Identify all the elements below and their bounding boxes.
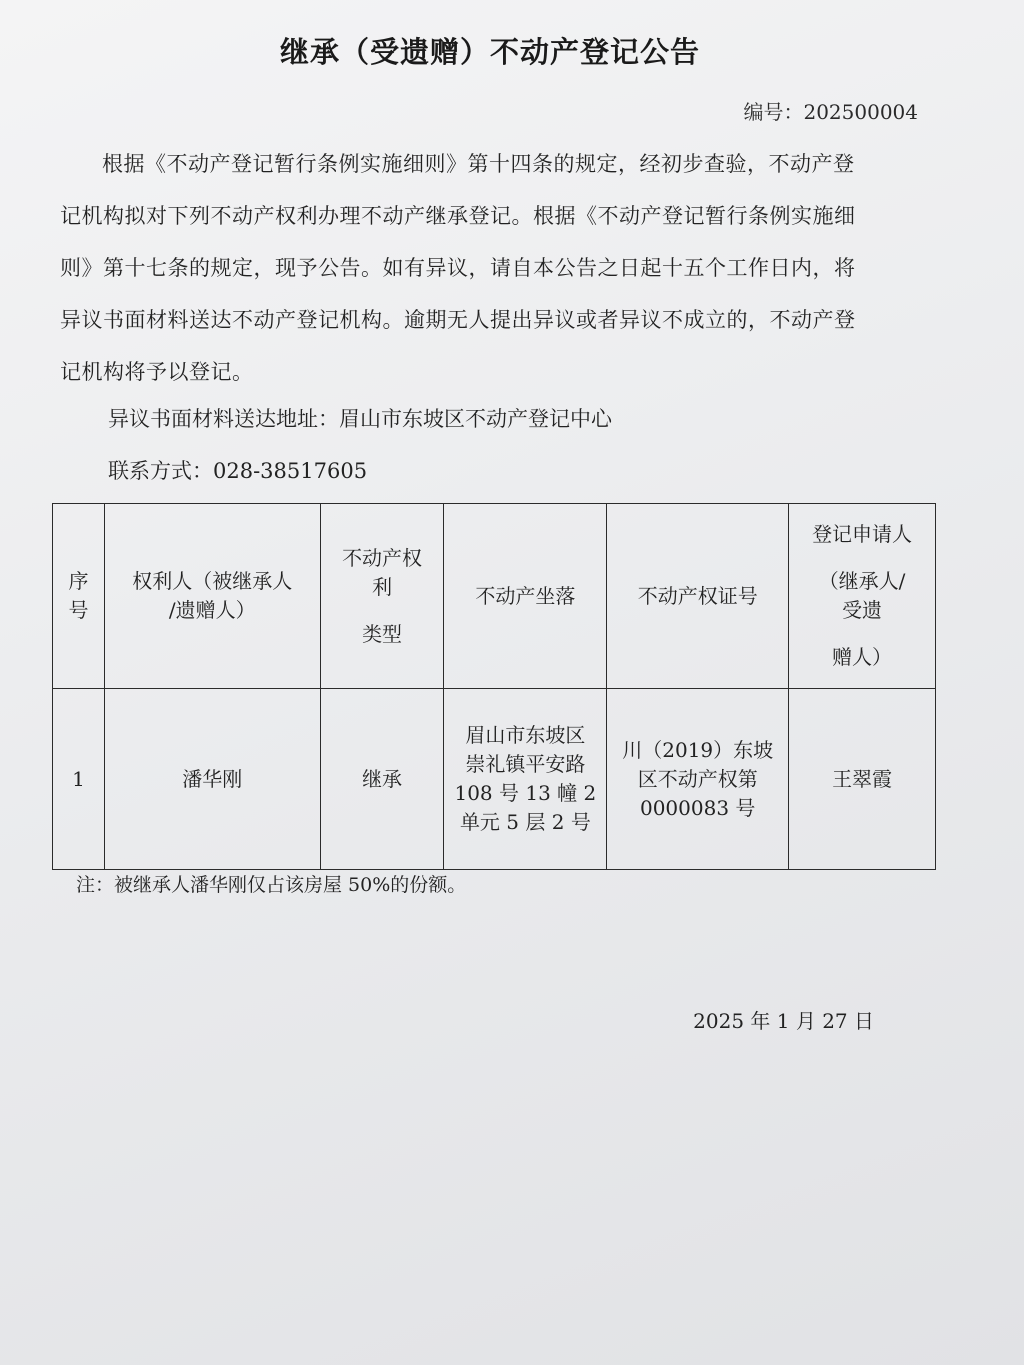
document-title: 继承（受遗赠）不动产登记公告 [279,35,700,69]
header-certificate: 不动产权证号 [607,504,789,689]
location-line1: 眉山市东坡区 [465,723,586,747]
document-number-label: 编号： [743,100,804,124]
header-seq-line2: 号 [68,598,89,622]
location-line2: 崇礼镇平安路 [465,752,586,776]
document-number-value: 202500004 [803,100,918,124]
cell-seq: 1 [53,689,105,870]
certificate-line2: 区不动产权第 [637,766,758,791]
header-right-type-line2: 利 [372,574,393,599]
location-line3: 108 号 13 幢 2 [454,781,597,805]
header-holder-line2: /遗赠人） [168,598,256,622]
header-holder [104,504,320,689]
cell-holder: 潘华刚 [104,689,320,870]
header-applicant-line3: 受遗 [842,598,883,622]
contact-value: 028-38517605 [213,459,368,483]
header-right-type-line3: 类型 [362,621,403,646]
notice-body: 根据《不动产登记暂行条例实施细则》第十四条的规定，经初步查验，不动产登记机构拟对下列不动产权利办理不动产继承登记。根据《不动产登记暂行条例实施细则》第十七条的规定，现予公告。如有异议，请自本公告之日起十五个工作日内，将异议书面材料送达不动产登记机构。逾期无人提出异议或者异议不成立的，不动产登记机构将予以登记。 [60,152,856,384]
location-line4: 单元 5 层 2 号 [459,810,591,834]
cell-applicant: 王翠霞 [789,689,936,870]
contact-label: 联系方式： [108,459,213,483]
notice-date: 2025 年 1 月 27 日 [693,1009,874,1033]
objection-address [108,403,612,433]
registration-table [52,503,936,870]
cell-certificate [607,689,789,870]
contact-info [108,455,367,485]
header-applicant-line1: 登记申请人 [812,522,913,546]
document-number [743,96,918,125]
cell-right-type: 继承 [320,689,444,870]
header-seq [53,504,105,689]
table-header-row [53,504,936,689]
header-location: 不动产坐落 [444,504,607,689]
header-right-type [320,504,444,689]
header-holder-line1: 权利人（被继承人 [132,569,293,593]
certificate-line3: 0000083 号 [639,795,756,820]
address-label: 异议书面材料送达地址： [108,407,339,431]
header-applicant-line2: （继承人/ [818,569,906,593]
address-value: 眉山市东坡区不动产登记中心 [339,407,612,431]
header-applicant-line4: 赠人） [832,645,893,669]
header-right-type-line1: 不动产权 [342,545,423,570]
certificate-line1: 川（2019）东坡 [622,737,774,762]
header-applicant [789,504,936,689]
table-row [53,689,936,870]
table-note: 注：被继承人潘华刚仅占该房屋 50%的份额。 [76,874,467,896]
header-seq-line1: 序 [68,569,89,593]
cell-location [444,689,607,870]
